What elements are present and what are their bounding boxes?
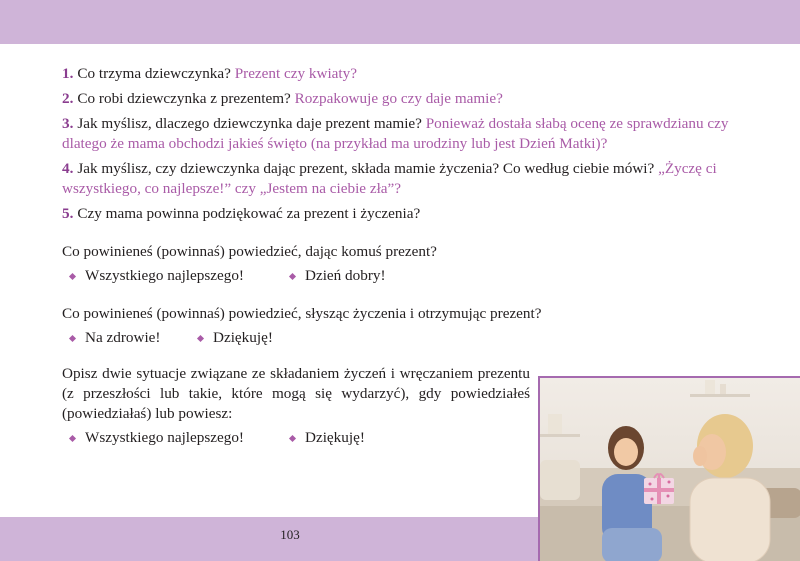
question-item (62, 114, 742, 154)
photo-girl-giving-gift-to-mother (538, 376, 800, 561)
question-text: Jak myślisz, czy dziewczynka dając prezent, składa mamie życzenia? Co według ciebie mówi? (77, 160, 659, 177)
diamond-bullet-icon (69, 434, 76, 441)
section-prompt: Co powinieneś (powinnaś) powiedzieć, dając komuś prezent? (62, 243, 437, 260)
diamond-bullet-icon (289, 434, 296, 441)
diamond-bullet-icon (197, 334, 204, 341)
question-answer-options: „Życzę ci wszystkiego, co najlepsze!” czy „Jestem na ciebie zła”? (62, 160, 717, 197)
option-label: Dziękuję! (213, 329, 273, 346)
question-number: 2. (62, 90, 74, 107)
option-row (62, 328, 582, 348)
question-answer-options: Ponieważ dostała słabą ocenę ze sprawdzianu czy dlatego że mama obchodzi jakieś święto (na przykład ma urodziny lub jest Dzień Matki)? (62, 115, 729, 152)
option-item (70, 428, 290, 448)
diamond-bullet-icon (69, 272, 76, 279)
question-answer-options: Rozpakowuje go czy daje mamie? (294, 90, 503, 107)
question-answer-options: Prezent czy kwiaty? (234, 65, 357, 82)
question-item (62, 159, 742, 199)
question-text: Co robi dziewczynka z prezentem? (77, 90, 295, 107)
option-item (70, 328, 198, 348)
page-number: 103 (280, 527, 300, 542)
question-text: Co trzyma dziewczynka? (77, 65, 235, 82)
option-label: Dziękuję! (305, 429, 365, 446)
question-number: 5. (62, 205, 74, 222)
section-prompt: Co powinieneś (powinnaś) powiedzieć, słysząc życzenia i otrzymując prezent? (62, 305, 542, 322)
option-item (290, 266, 386, 286)
question-item (62, 64, 742, 84)
diamond-bullet-icon (69, 334, 76, 341)
section-describe-situations (62, 364, 530, 448)
question-list (62, 64, 742, 229)
option-label: Wszystkiego najlepszego! (85, 429, 244, 446)
top-band (0, 0, 800, 44)
section-prompt: Opisz dwie sytuacje związane ze składaniem życzeń i wręczaniem prezentu (z przeszłości lub takie, które mogą się wydarzyć), gdy powiedziałeś (powiedziałaś) lub powiesz: (62, 365, 530, 422)
question-number: 4. (62, 160, 74, 177)
question-text: Jak myślisz, dlaczego dziewczynka daje prezent mamie? (77, 115, 426, 132)
option-row (62, 428, 530, 448)
diamond-bullet-icon (289, 272, 296, 279)
question-number: 3. (62, 115, 74, 132)
question-text: Czy mama powinna podziękować za prezent i życzenia? (77, 205, 421, 222)
option-row (62, 266, 562, 286)
option-label: Na zdrowie! (85, 329, 161, 346)
question-number: 1. (62, 65, 74, 82)
option-label: Dzień dobry! (305, 267, 386, 284)
question-item (62, 204, 742, 224)
question-item (62, 89, 742, 109)
option-item (70, 266, 290, 286)
option-label: Wszystkiego najlepszego! (85, 267, 244, 284)
option-item (290, 428, 365, 448)
option-item (198, 328, 273, 348)
section-receiving-gift (62, 304, 582, 348)
section-giving-gift (62, 242, 562, 286)
